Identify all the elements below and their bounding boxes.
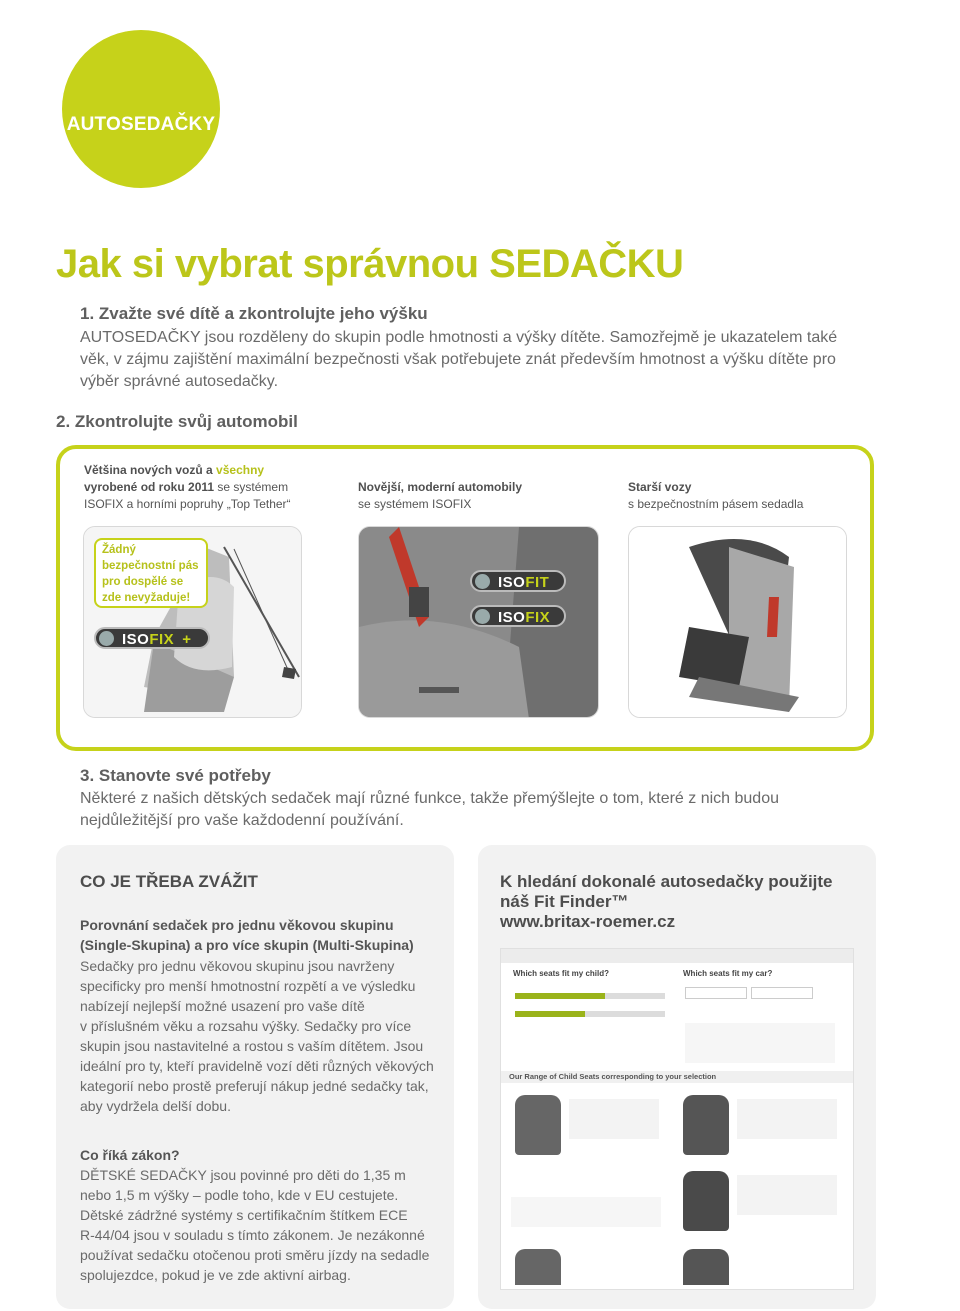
logo-text-accent: FIX — [149, 631, 175, 648]
col1-line3: ISOFIX a horními popruhy „Top Tether“ — [84, 497, 291, 511]
step3-text — [80, 788, 880, 832]
col1-bold: Většina nových vozů a — [84, 463, 217, 477]
no-belt-warning — [94, 538, 208, 608]
body-line: v příslušném věku a rozsahu výšky. Sedačky pro více — [80, 1018, 412, 1034]
subheading-line: Porovnání sedaček pro jednu věkovou skupinu — [80, 917, 394, 933]
result-seat-3[interactable] — [683, 1171, 729, 1231]
considerations-heading: CO JE TŘEBA ZVÁŽIT — [80, 872, 258, 891]
result-seat-2[interactable] — [683, 1095, 729, 1155]
step1-line: věk, v zájmu zajištění maximální bezpečnosti však potřebujete znát především hmotnost a výšku dítěte pro — [80, 351, 836, 368]
isofit-logo — [470, 570, 566, 592]
col1-rest: se systémem — [214, 480, 289, 494]
step3-line: Některé z našich dětských sedaček mají různé funkce, takže přemýšlejte o tom, které z nich budou — [80, 790, 779, 807]
isofix-plus-logo — [94, 627, 210, 649]
isofix-logo-icon — [99, 631, 114, 646]
page-title: Jak si vybrat správnou SEDAČKU — [56, 242, 684, 286]
col1-lime: všechny — [216, 463, 265, 477]
body-line: kategorií nebo prostě preferují nákup jedné sedačky tak, — [80, 1078, 429, 1094]
isofix-logo — [470, 605, 566, 627]
law-line: nebo 1,5 m výšky – podle toho, kde v EU cestujete. — [80, 1187, 399, 1203]
photo-belted-seat — [628, 526, 847, 718]
isofit-logo-icon — [475, 574, 490, 589]
fit-finder-line: K hledání dokonalé autosedačky použijte — [500, 872, 833, 891]
fit-finder-heading — [500, 872, 870, 932]
comparison-subheading — [80, 915, 450, 955]
weight-slider-fill — [515, 993, 605, 999]
step3-title: 3. Stanovte své potřeby — [80, 766, 271, 785]
results-title: Our Range of Child Seats corresponding to your selection — [509, 1072, 717, 1081]
car-model-select[interactable] — [751, 987, 813, 999]
col1-bold2: vyrobené od roku 2011 — [84, 480, 215, 494]
body-line: specificky pro menší hmotnostní rozpětí a ve výsledku — [80, 978, 416, 994]
info-box — [511, 1197, 661, 1227]
result-desc-3 — [737, 1175, 837, 1215]
result-seat-5[interactable] — [683, 1249, 729, 1285]
logo-text: ISO — [498, 609, 526, 626]
warning-line: pro dospělé se — [102, 576, 184, 588]
screenshot-topbar — [501, 949, 853, 963]
result-seat-1[interactable] — [515, 1095, 561, 1155]
car-make-select[interactable] — [685, 987, 747, 999]
subheading-line: (Single-Skupina) a pro více skupin (Multi-Skupina) — [80, 937, 414, 953]
fit-finder-line: náš Fit Finder™ — [500, 892, 629, 911]
step1-text — [80, 327, 880, 393]
logo-text-accent: FIT — [525, 574, 550, 591]
result-seat-4[interactable] — [515, 1249, 561, 1285]
col3-line1: Starší vozy — [628, 480, 692, 494]
screenshot-q1: Which seats fit my child? — [513, 969, 610, 978]
step2-title: 2. Zkontrolujte svůj automobil — [56, 412, 298, 431]
warning-line: zde nevyžaduje! — [102, 592, 191, 604]
col-header-isofix-top-tether — [84, 462, 324, 513]
logo-text-accent: FIX — [525, 609, 551, 626]
col-header-belt — [628, 479, 868, 513]
step1-title: 1. Zvažte své dítě a zkontrolujte jeho výšku — [80, 304, 428, 323]
law-line: Dětské zádržné systémy s certifikačním štítkem ECE — [80, 1207, 408, 1223]
body-line: aby vydržela delší dobu. — [80, 1098, 231, 1114]
law-line: používat sedačku otočenou proti směru jízdy na sedadle — [80, 1247, 430, 1263]
body-line: Sedačky pro jednu věkovou skupinu jsou navrženy — [80, 958, 395, 974]
fit-finder-screenshot — [500, 948, 854, 1290]
step1-line: AUTOSEDAČKY jsou rozděleny do skupin podle hmotnosti a výšky dítěte. Samozřejmě je ukazatelem také — [80, 329, 838, 346]
result-desc-2 — [737, 1099, 837, 1139]
seat-photo-3 — [629, 527, 847, 718]
warning-line: bezpečnostní pás — [102, 560, 199, 572]
body-line: ideální pro ty, kteří pravidelně vozí děti různých věkových — [80, 1058, 434, 1074]
result-desc-1 — [569, 1099, 659, 1139]
law-line: DĚTSKÉ SEDAČKY jsou povinné pro děti do 1,35 m — [80, 1167, 406, 1183]
body-line: skupin jsou nastavitelné a rostou s vaším dítětem. Jsou — [80, 1038, 424, 1054]
step3-line: nejdůležitější pro vaše každodenní používání. — [80, 812, 404, 829]
screenshot-q2: Which seats fit my car? — [683, 969, 773, 978]
law-heading: Co říká zákon? — [80, 1147, 180, 1163]
law-line: R-44/04 jsou v souladu s tímto zákonem. Je nezákonné — [80, 1227, 425, 1243]
section-badge — [62, 30, 220, 188]
logo-text: ISO — [498, 574, 526, 591]
body-line: nabízejí nejlepší možné usazení pro vaše dítě — [80, 998, 365, 1014]
col2-line1: Novější, moderní automobily — [358, 480, 523, 494]
step1-line: výběr správné autosedačky. — [80, 373, 279, 390]
logo-plus: + — [182, 631, 192, 648]
fit-finder-url[interactable]: www.britax-roemer.cz — [500, 912, 676, 931]
fit-notes — [685, 1023, 835, 1063]
col3-line2: s bezpečnostním pásem sedadla — [628, 497, 804, 511]
col2-line2: se systémem ISOFIX — [358, 497, 472, 511]
warning-line: Žádný — [102, 544, 136, 556]
law-body — [80, 1165, 450, 1285]
isofix-logo-icon — [475, 609, 490, 624]
section-label: AUTOSEDAČKY — [66, 114, 216, 135]
height-slider-fill — [515, 1011, 585, 1017]
law-line: spolujezdce, pokud je ve zde aktivní airbag. — [80, 1267, 351, 1283]
col-header-isofix — [358, 479, 598, 513]
logo-text: ISO — [122, 631, 150, 648]
comparison-body — [80, 956, 450, 1116]
